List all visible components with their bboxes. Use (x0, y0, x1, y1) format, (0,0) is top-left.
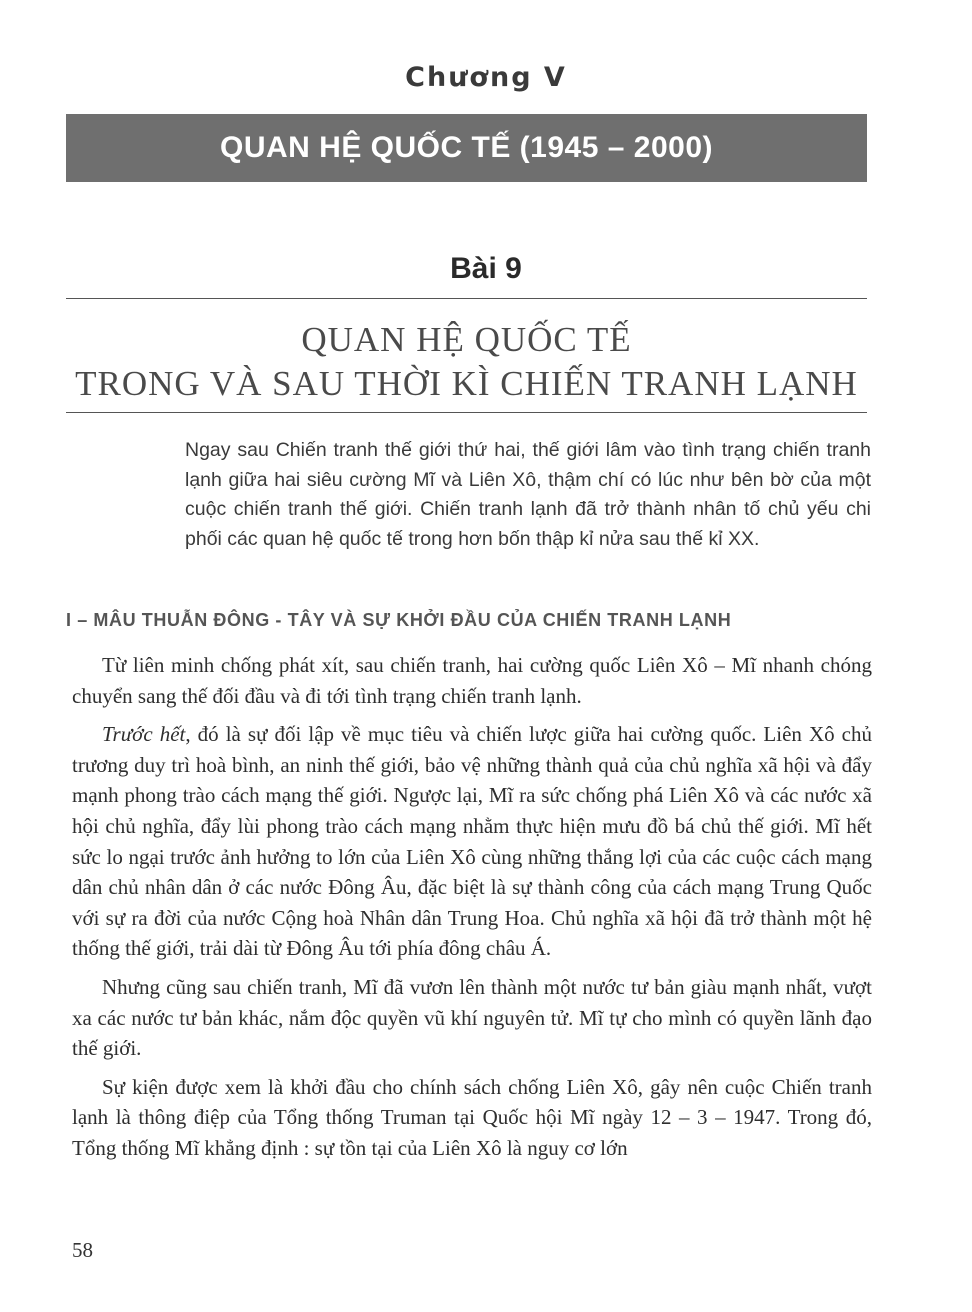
lesson-title-line-1: QUAN HỆ QUỐC TẾ (301, 320, 632, 359)
lesson-title-bottom-rule (66, 412, 867, 413)
lesson-title (66, 318, 867, 406)
paragraph-text: , đó là sự đối lập về mục tiêu và chiến lược giữa hai cường quốc. Liên Xô chủ trương duy trì hoà bình, an ninh thế giới, bảo vệ những thành quả của chủ nghĩa xã hội và đẩy mạnh phong trào cách mạng thế giới. Ngược lại, Mĩ ra sức chống phá Liên Xô và các nước xã hội chủ nghĩa, đẩy lùi phong trào cách mạng nhằm thực hiện mưu đồ bá chủ thế giới. Mĩ hết sức lo ngại trước ảnh hưởng to lớn của Liên Xô cùng những thắng lợi của các cuộc cách mạng dân chủ nhân dân ở các nước Đông Âu, đặc biệt là sự thành công của cách mạng Trung Quốc với sự ra đời của nước Cộng hoà Nhân dân Trung Hoa. Chủ nghĩa xã hội đã trở thành một hệ thống thế giới, trải dài từ Đông Âu tới phía đông châu Á. (72, 722, 872, 961)
body-paragraph: Sự kiện được xem là khởi đầu cho chính sách chống Liên Xô, gây nên cuộc Chiến tranh lạnh là thông điệp của Tổng thống Truman tại Quốc hội Mĩ ngày 12 – 3 – 1947. Trong đó, Tổng thống Mĩ khẳng định : sự tồn tại của Liên Xô là nguy cơ lớn (72, 1074, 872, 1160)
section-heading: I – MÂU THUẪN ĐÔNG - TÂY VÀ SỰ KHỞI ĐẦU CỦA CHIẾN TRANH LẠNH (66, 610, 732, 630)
body-paragraph: Nhưng cũng sau chiến tranh, Mĩ đã vươn lên thành một nước tư bản giàu mạnh nhất, vượt xa các nước tư bản khác, nắm độc quyền vũ khí nguyên tử. Mĩ tự cho mình có quyền lãnh đạo thế giới. (72, 974, 872, 1061)
body-paragraph (72, 719, 872, 964)
chapter-title: QUAN HỆ QUỐC TẾ (1945 – 2000) (220, 131, 713, 164)
intro-paragraph: Ngay sau Chiến tranh thế giới thứ hai, thế giới lâm vào tình trạng chiến tranh lạnh giữa hai siêu cường Mĩ và Liên Xô, thậm chí có lúc như bên bờ của một cuộc chiến tranh thế giới. Chiến tranh lạnh đã trở thành nhân tố chủ yếu chi phối các quan hệ quốc tế trong hơn bốn thập kỉ nửa sau thế kỉ XX. (185, 439, 871, 550)
lesson-title-top-rule (66, 298, 867, 299)
body-text (72, 650, 872, 1172)
chapter-label: Chương V (405, 62, 567, 93)
lesson-title-line-2: TRONG VÀ SAU THỜI KÌ CHIẾN TRANH LẠNH (75, 364, 858, 403)
chapter-banner (66, 114, 867, 182)
emphasis-text: Trước hết (102, 722, 186, 747)
lesson-number: Bài 9 (450, 252, 522, 285)
body-paragraph: Từ liên minh chống phát xít, sau chiến tranh, hai cường quốc Liên Xô – Mĩ nhanh chóng chuyển sang thế đối đầu và đi tới tình trạng chiến tranh lạnh. (72, 653, 872, 708)
page-number: 58 (72, 1238, 93, 1262)
